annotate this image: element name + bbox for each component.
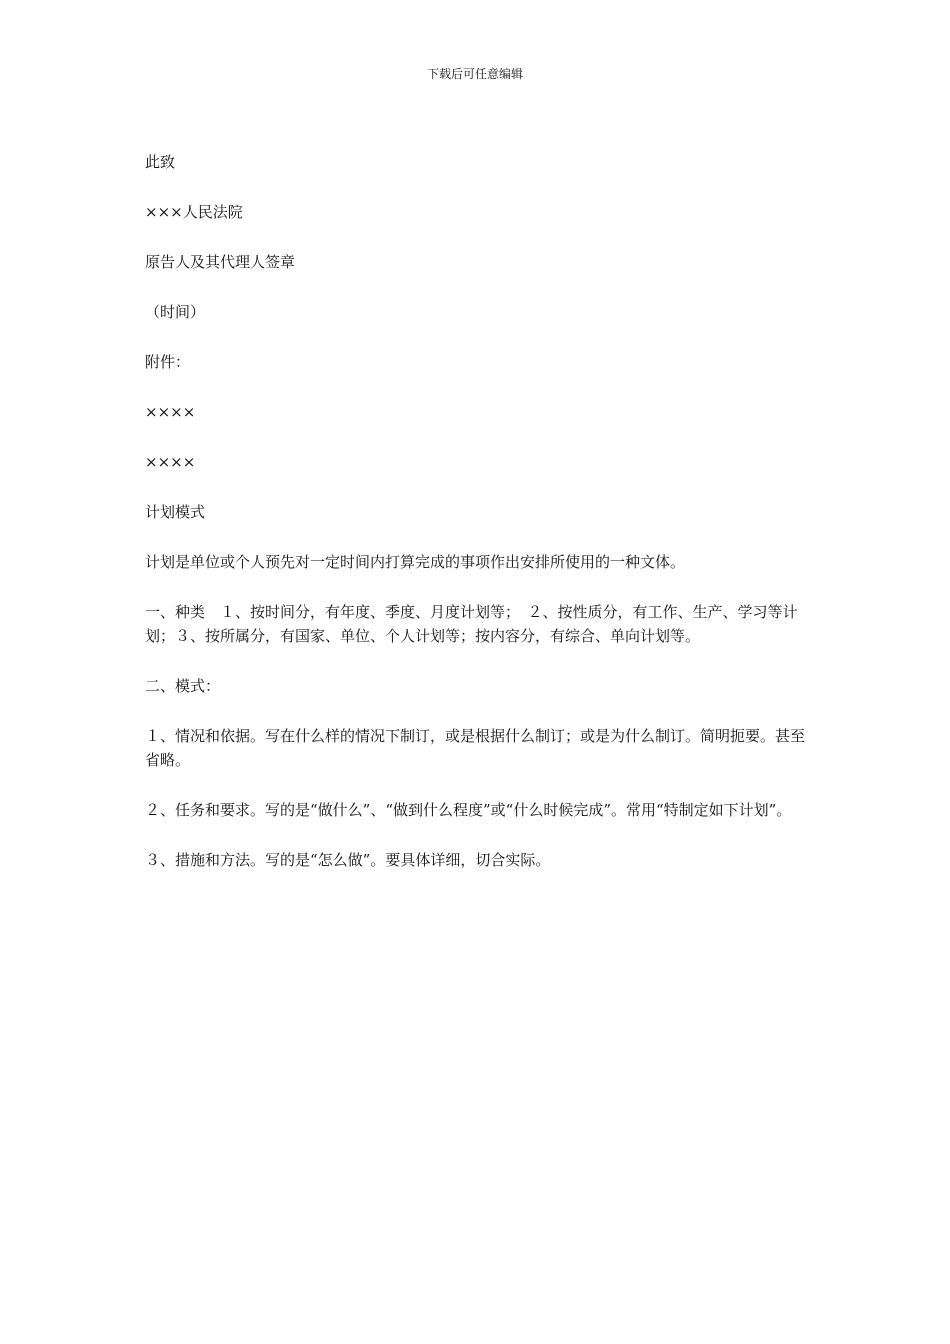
- attachment-item: ××××: [145, 453, 196, 471]
- plaintiff-signature-line: 原告人及其代理人签章: [145, 253, 296, 271]
- mode-item: ３、措施和方法。写的是“怎么做”。要具体详细，切合实际。: [145, 851, 551, 869]
- types-paragraph: 一、种类 １、按时间分，有年度、季度、月度计划等； ２、按性质分，有工作、生产、学习等计划；３、按所属分，有国家、单位、个人计划等；按内容分，有综合、单向计划等。: [145, 603, 798, 645]
- section-heading: 计划模式: [145, 503, 206, 521]
- recipient-court: ×××人民法院: [145, 203, 243, 221]
- closing-salutation: 此致: [145, 153, 176, 171]
- date-line: （时间）: [145, 303, 206, 321]
- page-header: 下载后可任意编辑: [426, 67, 523, 81]
- attachments-label: 附件：: [145, 353, 191, 371]
- modes-heading: 二、模式：: [145, 677, 221, 695]
- mode-item: ２、任务和要求。写的是“做什么”、“做到什么程度”或“什么时候完成”。常用“特制定如下计划”。: [145, 801, 792, 819]
- attachment-item: ××××: [145, 403, 196, 421]
- document-body: [145, 150, 810, 898]
- mode-item: １、情况和依据。写在什么样的情况下制订，或是根据什么制订；或是为什么制订。简明扼要。甚至省略。: [145, 727, 806, 769]
- definition-paragraph: 计划是单位或个人预先对一定时间内打算完成的事项作出安排所使用的一种文体。: [145, 553, 686, 571]
